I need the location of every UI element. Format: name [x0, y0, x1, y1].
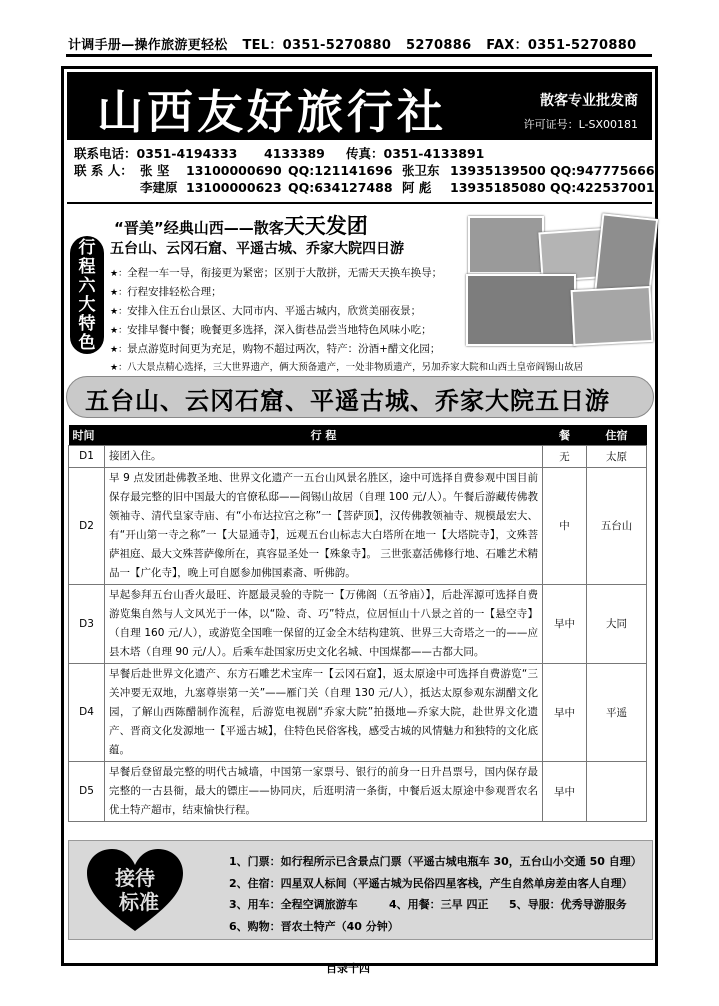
- feature-text: 八大景点精心选择，三大世界遗产，俩大预备遗产，一处非物质遗产，另加乔家大院和山西土皇帝阎锡山故居: [127, 362, 584, 373]
- col-stay: 住宿: [587, 425, 647, 445]
- tour-banner-title: 五台山、云冈石窟、平遥古城、乔家大院五日游: [85, 387, 610, 415]
- contact-3-phone: 13100000623: [186, 180, 282, 195]
- side-char: 六: [78, 276, 96, 296]
- star-icon: ★：: [110, 307, 128, 317]
- standard-item-3: [229, 894, 642, 916]
- contact-3-qq: QQ:634127488: [288, 180, 393, 195]
- day-cell: D3: [69, 584, 105, 663]
- standard-guide: 5、导服：优秀导游服务: [509, 898, 627, 911]
- side-char: 行: [78, 238, 96, 258]
- feature-text: 全程一车一导，衔接更为紧密；区别于大散拼，无需天天换车换导；: [127, 267, 443, 279]
- tour-banner: [66, 376, 654, 418]
- feature-list: [110, 264, 583, 377]
- table-row: [69, 584, 647, 663]
- side-char: 大: [78, 295, 96, 315]
- top-divider: [66, 54, 652, 57]
- standard-item-4: 6、购物：晋农土特产（40 分钟）: [229, 919, 399, 933]
- program-cell: 接团入住。: [105, 445, 543, 467]
- promo-title: [114, 210, 368, 240]
- contact-4-name: 阿 彪: [402, 180, 432, 195]
- list-item: [110, 264, 583, 283]
- feature-side-label: [70, 236, 104, 354]
- star-icon: ★：: [110, 269, 128, 279]
- feature-text: 安排入住五台山景区、大同市内、平遥古城内，欣赏美丽夜景；: [127, 305, 422, 317]
- contact-1-phone: 13100000690: [186, 163, 282, 178]
- col-meal: 餐: [543, 425, 587, 445]
- promo-route: 五台山、云冈石窟、平遥古城、乔家大院四日游: [110, 241, 404, 257]
- badge-line-1: 接待: [115, 866, 155, 890]
- star-icon: ★：: [110, 326, 128, 336]
- contact-fax: 传真：0351-4133891: [346, 146, 485, 161]
- header-banner: [67, 72, 652, 140]
- list-item: [110, 302, 583, 321]
- side-char: 色: [78, 333, 96, 353]
- contact-phone-extra: 4133389: [264, 146, 325, 161]
- itinerary-table: [68, 425, 647, 822]
- promo-title-highlight: 天天发团: [283, 214, 368, 238]
- contact-1-name: 张 坚: [140, 163, 170, 178]
- stay-cell: 平遥: [587, 663, 647, 761]
- contact-2-name: 张卫东: [402, 163, 440, 178]
- list-item: [110, 359, 583, 377]
- heart-badge-icon: [85, 847, 185, 935]
- contact-1-qq: QQ:121141696: [288, 163, 393, 178]
- company-title: 山西友好旅行社: [97, 85, 447, 139]
- meal-cell: 无: [543, 445, 587, 467]
- company-tagline: 散客专业批发商: [540, 93, 638, 109]
- standard-item-1: 1、门票：如行程所示已含景点门票（平遥古城电瓶车 30，五台山小交通 50 自理）: [229, 855, 642, 868]
- program-cell: 早餐后登留最完整的明代古城墙，中国第一家票号、银行的前身一日升昌票号，国内保存最完整的一古县衙，最大的镖庄——协同庆，后逛明清一条街，中餐后返太原途中参观晋农名优土特产超市，结束愉快行程。: [105, 761, 543, 821]
- top-tel: TEL：0351-5270880: [242, 38, 392, 53]
- table-header-row: [69, 425, 647, 445]
- day-cell: D4: [69, 663, 105, 761]
- stay-cell: 太原: [587, 445, 647, 467]
- stay-cell: 五台山: [587, 467, 647, 584]
- feature-text: 安排早餐中餐；晚餐更多选择，深入街巷品尝当地特色风味小吃；: [127, 324, 432, 336]
- badge-line-2: 标准: [119, 890, 159, 914]
- stay-cell: [587, 761, 647, 821]
- service-standards: [68, 840, 653, 940]
- top-info-line: [68, 34, 648, 54]
- program-cell: 早餐后赴世界文化遗产、东方石雕艺术宝库一【云冈石窟】，返太原途中可选择自费游览“三关冲要无双地，九塞尊崇第一关”——雁门关（自理 130 元/人），抵达太原参观东湖醋文化园，了解山西陈醋制作流程，后游览电视剧“乔家大院”拍摄地—乔家大院，赴世界文化遗产、晋商文化发源地一【平遥古城】，住特色民俗客栈，感受古城的风情魅力和独特的文化底蕴。: [105, 663, 543, 761]
- contact-divider: [67, 202, 652, 204]
- meal-cell: 早中: [543, 584, 587, 663]
- stay-cell: 大同: [587, 584, 647, 663]
- side-char: 程: [78, 257, 96, 277]
- list-item: [110, 283, 583, 302]
- meal-cell: 早中: [543, 761, 587, 821]
- contact-3-name: 李建原: [140, 180, 178, 195]
- col-program: 行 程: [105, 425, 543, 445]
- page-footer: 目录十四: [326, 962, 370, 975]
- table-row: [69, 761, 647, 821]
- feature-text: 景点游览时间更为充足，购物不超过两次，特产：汾酒+醋文化园；: [127, 343, 441, 355]
- list-item: [110, 340, 583, 359]
- top-fax: FAX：0351-5270880: [486, 38, 637, 53]
- standard-meals: 4、用餐：三早 四正: [389, 898, 489, 911]
- promo-title-text: “晋美”经典山西——散客: [114, 219, 284, 237]
- program-cell: 早起参拜五台山香火最旺、许愿最灵验的寺院一【万佛阁（五爷庙）】，后赴浑源可选择自费游览集自然与人文风光于一体，以“险、奇、巧”特点，位居恒山十八景之首的一【悬空寺】（自理 160 元/人），或游览全国唯一保留的辽金全木结构建筑、世界三大奇塔之一的——应县木塔（自理 90 元/人）。后乘车赴国家历史文化名城、中国煤都——古都大同。: [105, 584, 543, 663]
- program-cell: 早 9 点发团赴佛教圣地、世界文化遗产一五台山风景名胜区，途中可选择自费参观中国目前保存最完整的旧中国最大的官僚私邸——阎锡山故居（自理 100 元/人）。午餐后游藏传佛教领袖寺、清代皇家寺庙、有“小布达拉宫之称”一【菩萨顶】，汉传佛教领袖寺、规模最宏大、有“开山第一寺之称”一【大显通寺】，远观五台山标志大白塔所在地一【大塔院寺】，文殊菩萨祖庭、最大文殊菩萨像所在，真容显圣处一【殊象寺】。 三世张嘉活佛修行地、石雕艺术精品一【广化寺】，晚上可自愿参加佛国素斋、听佛韵。: [105, 467, 543, 584]
- meal-cell: 中: [543, 467, 587, 584]
- contact-4-qq: QQ:422537001: [550, 180, 655, 195]
- meal-cell: 早中: [543, 663, 587, 761]
- day-cell: D5: [69, 761, 105, 821]
- table-row: [69, 445, 647, 467]
- standards-list: [229, 851, 642, 937]
- contact-2-qq: QQ:947775666: [550, 163, 655, 178]
- standard-item-2: 2、住宿：四星双人标间（平遥古城为民俗四星客栈，产生自然单房差由客人自理）: [229, 876, 633, 890]
- feature-text: 行程安排轻松合理；: [127, 286, 222, 298]
- table-row: [69, 663, 647, 761]
- table-row: [69, 467, 647, 584]
- star-icon: ★：: [110, 288, 128, 298]
- day-cell: D2: [69, 467, 105, 584]
- contact-4-phone: 13935185080: [450, 180, 546, 195]
- contact-block: [74, 146, 654, 197]
- side-char: 特: [78, 314, 96, 334]
- col-time: 时间: [69, 425, 105, 445]
- standard-vehicle: 3、用车：全程空调旅游车: [229, 898, 358, 911]
- list-item: [110, 321, 583, 340]
- star-icon: ★：: [110, 345, 128, 355]
- slogan: 计调手册—操作旅游更轻松: [68, 38, 228, 53]
- contact-phone: 联系电话：0351-4194333: [74, 146, 238, 161]
- star-icon: ★：: [110, 363, 128, 373]
- top-tel-extra: 5270886: [406, 38, 472, 53]
- contacts-label: 联 系 人：: [74, 163, 133, 178]
- day-cell: D1: [69, 445, 105, 467]
- license-number: 许可证号：L-SX00181: [523, 118, 638, 131]
- contact-2-phone: 13935139500: [450, 163, 546, 178]
